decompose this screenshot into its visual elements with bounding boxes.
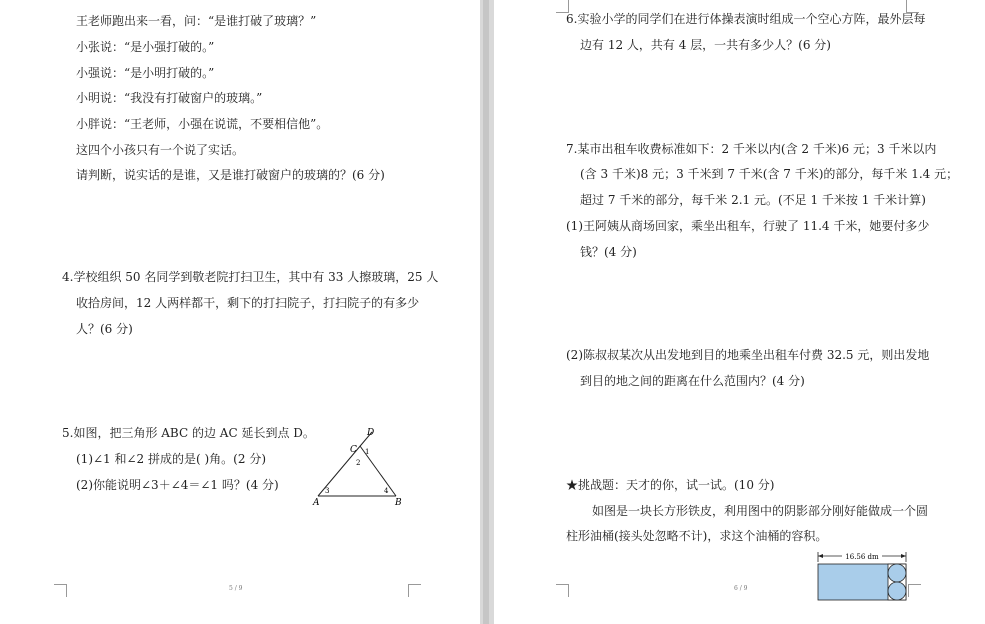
document-page-6 <box>494 0 985 624</box>
question-7-line: 7.某市出租车收费标准如下：2 千米以内(含 2 千米)6 元；3 千米以内 <box>566 142 937 156</box>
angle-label-2: 2 <box>356 459 361 467</box>
circle-bottom <box>888 582 906 600</box>
challenge-title: ★挑战题：天才的你，试一试。(10 分) <box>566 478 775 492</box>
question-7-1-line: 钱？(4 分) <box>580 245 637 259</box>
label-a: A <box>313 498 320 508</box>
challenge-line: 柱形油桶(接头处忽略不计)，求这个油桶的容积。 <box>566 529 828 543</box>
question-7-2-line: 到目的地之间的距离在什么范围内？(4 分) <box>580 374 805 388</box>
label-b: B <box>395 498 402 508</box>
page-number: 5 / 9 <box>229 585 243 592</box>
label-d: D <box>367 428 375 438</box>
question-6-line: 边有 12 人，共有 4 层，一共有多少人？(6 分) <box>580 38 831 52</box>
text-line: 小胖说：“王老师，小强在说谎，不要相信他”。 <box>76 117 329 131</box>
arrow-right <box>901 554 906 558</box>
document-page-5 <box>0 0 480 624</box>
question-4-line: 人？(6 分) <box>76 322 133 336</box>
text-line: 请判断，说实话的是谁，又是谁打破窗户的玻璃的？(6 分) <box>76 168 385 182</box>
text-line: 小强说：“是小明打破的。” <box>76 66 215 80</box>
question-7-2-line: (2)陈叔叔某次从出发地到目的地乘坐出租车付费 32.5 元，则出发地 <box>566 348 930 362</box>
angle-label-4: 4 <box>384 487 389 495</box>
question-6-line: 6.实验小学的同学们在进行体操表演时组成一个空心方阵，最外层每 <box>566 12 926 26</box>
question-4-line: 收拾房间，12 人两样都干，剩下的打扫院子，打扫院子的有多少 <box>76 296 420 310</box>
angle-label-1: 1 <box>365 448 370 456</box>
crop-mark <box>556 584 569 597</box>
dimension-label: 16.56 dm <box>845 553 879 561</box>
crop-mark <box>54 584 67 597</box>
sheet-figure <box>814 548 914 604</box>
text-line: 王老师跑出来一看，问：“是谁打破了玻璃？” <box>76 14 317 28</box>
angle-label-3: 3 <box>325 487 330 495</box>
question-7-line: (含 3 千米)8 元；3 千米到 7 千米(含 7 千米)的部分，每千米 1.4 元； <box>580 167 959 181</box>
triangle-figure <box>308 424 408 508</box>
page-number: 6 / 9 <box>734 585 748 592</box>
label-c: C <box>350 445 357 455</box>
text-line: 小张说：“是小强打破的。” <box>76 40 215 54</box>
circle-top <box>888 564 906 582</box>
question-5-line: 5.如图，把三角形 ABC 的边 AC 延长到点 D。 <box>62 426 315 440</box>
question-4-line: 4.学校组织 50 名同学到敬老院打扫卫生，其中有 33 人擦玻璃，25 人 <box>62 270 439 284</box>
crop-mark <box>408 584 421 597</box>
challenge-line: 如图是一块长方形铁皮，利用图中的阴影部分刚好能做成一个圆 <box>592 504 929 518</box>
arrow-left <box>818 554 823 558</box>
text-line: 小明说：“我没有打破窗户的玻璃。” <box>76 91 263 105</box>
question-7-line: 超过 7 千米的部分，每千米 2.1 元。(不足 1 千米按 1 千米计算) <box>580 193 926 207</box>
question-7-1-line: (1)王阿姨从商场回家，乘坐出租车，行驶了 11.4 千米，她要付多少 <box>566 219 930 233</box>
question-5-line: (1)∠1 和∠2 拼成的是( )角。(2 分) <box>76 452 266 466</box>
page-gutter <box>480 0 494 624</box>
question-5-line: (2)你能说明∠3＋∠4＝∠1 吗？(4 分) <box>76 478 279 492</box>
text-line: 这四个小孩只有一个说了实话。 <box>76 143 245 157</box>
crop-mark <box>908 584 921 597</box>
